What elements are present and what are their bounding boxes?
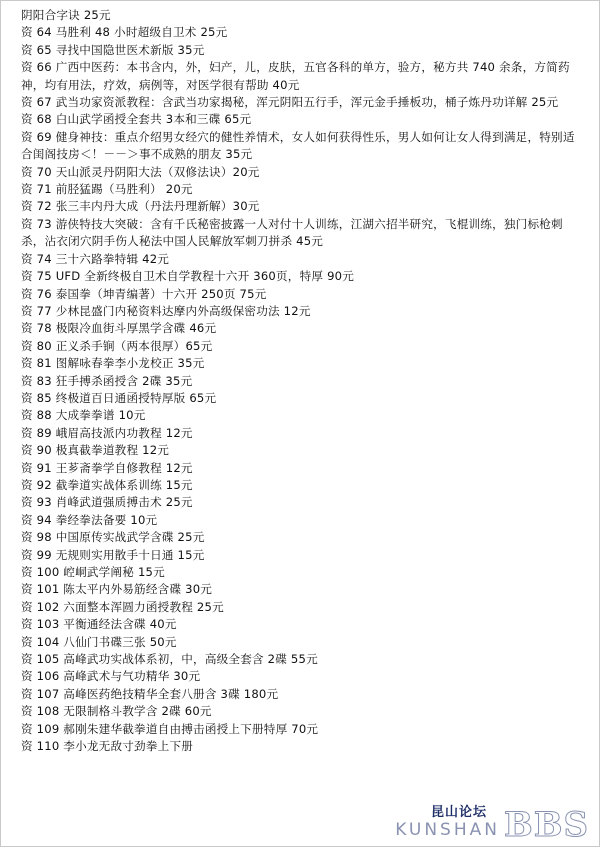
list-item: 资 102 六面整本浑圆力函授教程 25元 (21, 599, 224, 614)
list-item: 资 92 截拳道实战体系训练 15元 (21, 477, 193, 492)
list-item: 资 73 游侠特技大突破：含有千氏秘密披露一人对付十人训练，江湖六招半研究，飞棍训练，独门标枪刺杀，沾衣闭穴阴手伤人秘法中国人民解放军刺刀拼杀 45元 (21, 216, 563, 249)
list-item: 资 78 极限冷血街斗厚黑学含碟 46元 (21, 321, 217, 336)
watermark-chinese: 昆山论坛 (430, 805, 487, 820)
list-item: 资 67 武当功家资派教程：含武当功家揭秘，浑元阴阳五行手，浑元金手捶板功，桶子炼丹功详解 25元 (21, 95, 559, 110)
list-item: 资 88 大成拳拳谱 10元 (21, 408, 146, 423)
list-item: 资 68 白山武学函授全套共 3本和三碟 65元 (21, 112, 252, 127)
list-item: 资 72 张三丰内丹大成（丹法丹理新解）30元 (21, 199, 260, 214)
list-item: 资 100 崆峒武学阐秘 15元 (21, 565, 165, 579)
list-item: 资 106 高峰武术与气功精华 30元 (21, 669, 201, 684)
list-item: 资 107 高峰医药绝技精华全套八册含 3碟 180元 (21, 686, 279, 701)
list-item: 资 109 郝刚朱建华截拳道自由搏击函授上下册特厚 70元 (21, 721, 319, 736)
list-item: 资 93 肖峰武道强质搏击术 25元 (21, 495, 193, 510)
list-item: 资 108 无限制格斗教学含 2碟 60元 (21, 704, 212, 719)
list-item: 资 74 三十六路拳特辑 42元 (21, 251, 170, 266)
list-item: 资 83 狂手搏杀函授含 2碟 35元 (21, 373, 193, 388)
list-item: 资 98 中国原传实战武学含碟 25元 (21, 530, 205, 545)
list-item: 资 105 高峰武功实战体系初，中，高级全套含 2碟 55元 (21, 652, 318, 667)
list-item: 资 81 图解咏春拳李小龙校正 35元 (21, 356, 205, 371)
list-item: 资 69 健身神技：重点介绍男女经穴的健性养情术，女人如何获得性乐，男人如何让女人得到满足，特别适合闺阁技房＜！－－＞事不成熟的朋友 35元 (21, 129, 575, 162)
watermark-bbs: BBS (503, 805, 589, 845)
list-item: 资 85 终极道百日通函授特厚版 65元 (21, 390, 217, 405)
list-item: 资 71 前胫猛踢（马胜利） 20元 (21, 182, 193, 197)
list-item: 资 80 正义杀手锏（两本很厚）65元 (21, 338, 213, 353)
list-item: 资 99 无规则实用散手十日通 15元 (21, 547, 205, 562)
list-item: 资 94 拳经拳法备要 10元 (21, 512, 158, 527)
list-item: 资 70 天山派灵丹阴阳大法（双修法诀）20元 (21, 164, 260, 179)
list-item: 资 90 极真截拳道教程 12元 (21, 443, 170, 458)
item-list (21, 7, 581, 755)
list-item: 资 89 峨眉高技派内功教程 12元 (21, 425, 193, 440)
list-item: 资 103 平衡通经法含碟 40元 (21, 617, 177, 632)
list-item: 资 110 李小龙无敌寸劲拳上下册 (21, 739, 194, 754)
list-item: 资 77 少林昆盛门内秘资料达摩内外高级保密功法 12元 (21, 303, 311, 318)
list-item: 资 75 UFD 全新终极自卫术自学教程十六开 360页，特厚 90元 (21, 269, 355, 284)
list-item: 资 64 马胜利 48 小时超级自卫术 25元 (21, 25, 228, 40)
list-item: 资 65 寻找中国隐世医术新版 35元 (21, 42, 205, 57)
list-item: 资 104 八仙门书碟三张 50元 (21, 634, 177, 649)
watermark-english: KUNSHAN (395, 820, 500, 840)
list-item: 资 91 王芗斋拳学自修教程 12元 (21, 460, 193, 475)
list-item: 资 66 广西中医药：本书含内，外，妇产，儿，皮肤，五官各科的单方，验方，秘方共 740 余条，方简药神，均有用法，疗效，病例等，对医学很有帮助 40元 (21, 60, 570, 92)
watermark (395, 805, 589, 845)
list-item: 阴阳合字诀 25元 (21, 8, 111, 22)
list-item: 资 101 陈太平内外易筋经含碟 30元 (21, 582, 213, 597)
list-item: 资 76 泰国拳（坤青编著）十六开 250页 75元 (21, 286, 267, 301)
